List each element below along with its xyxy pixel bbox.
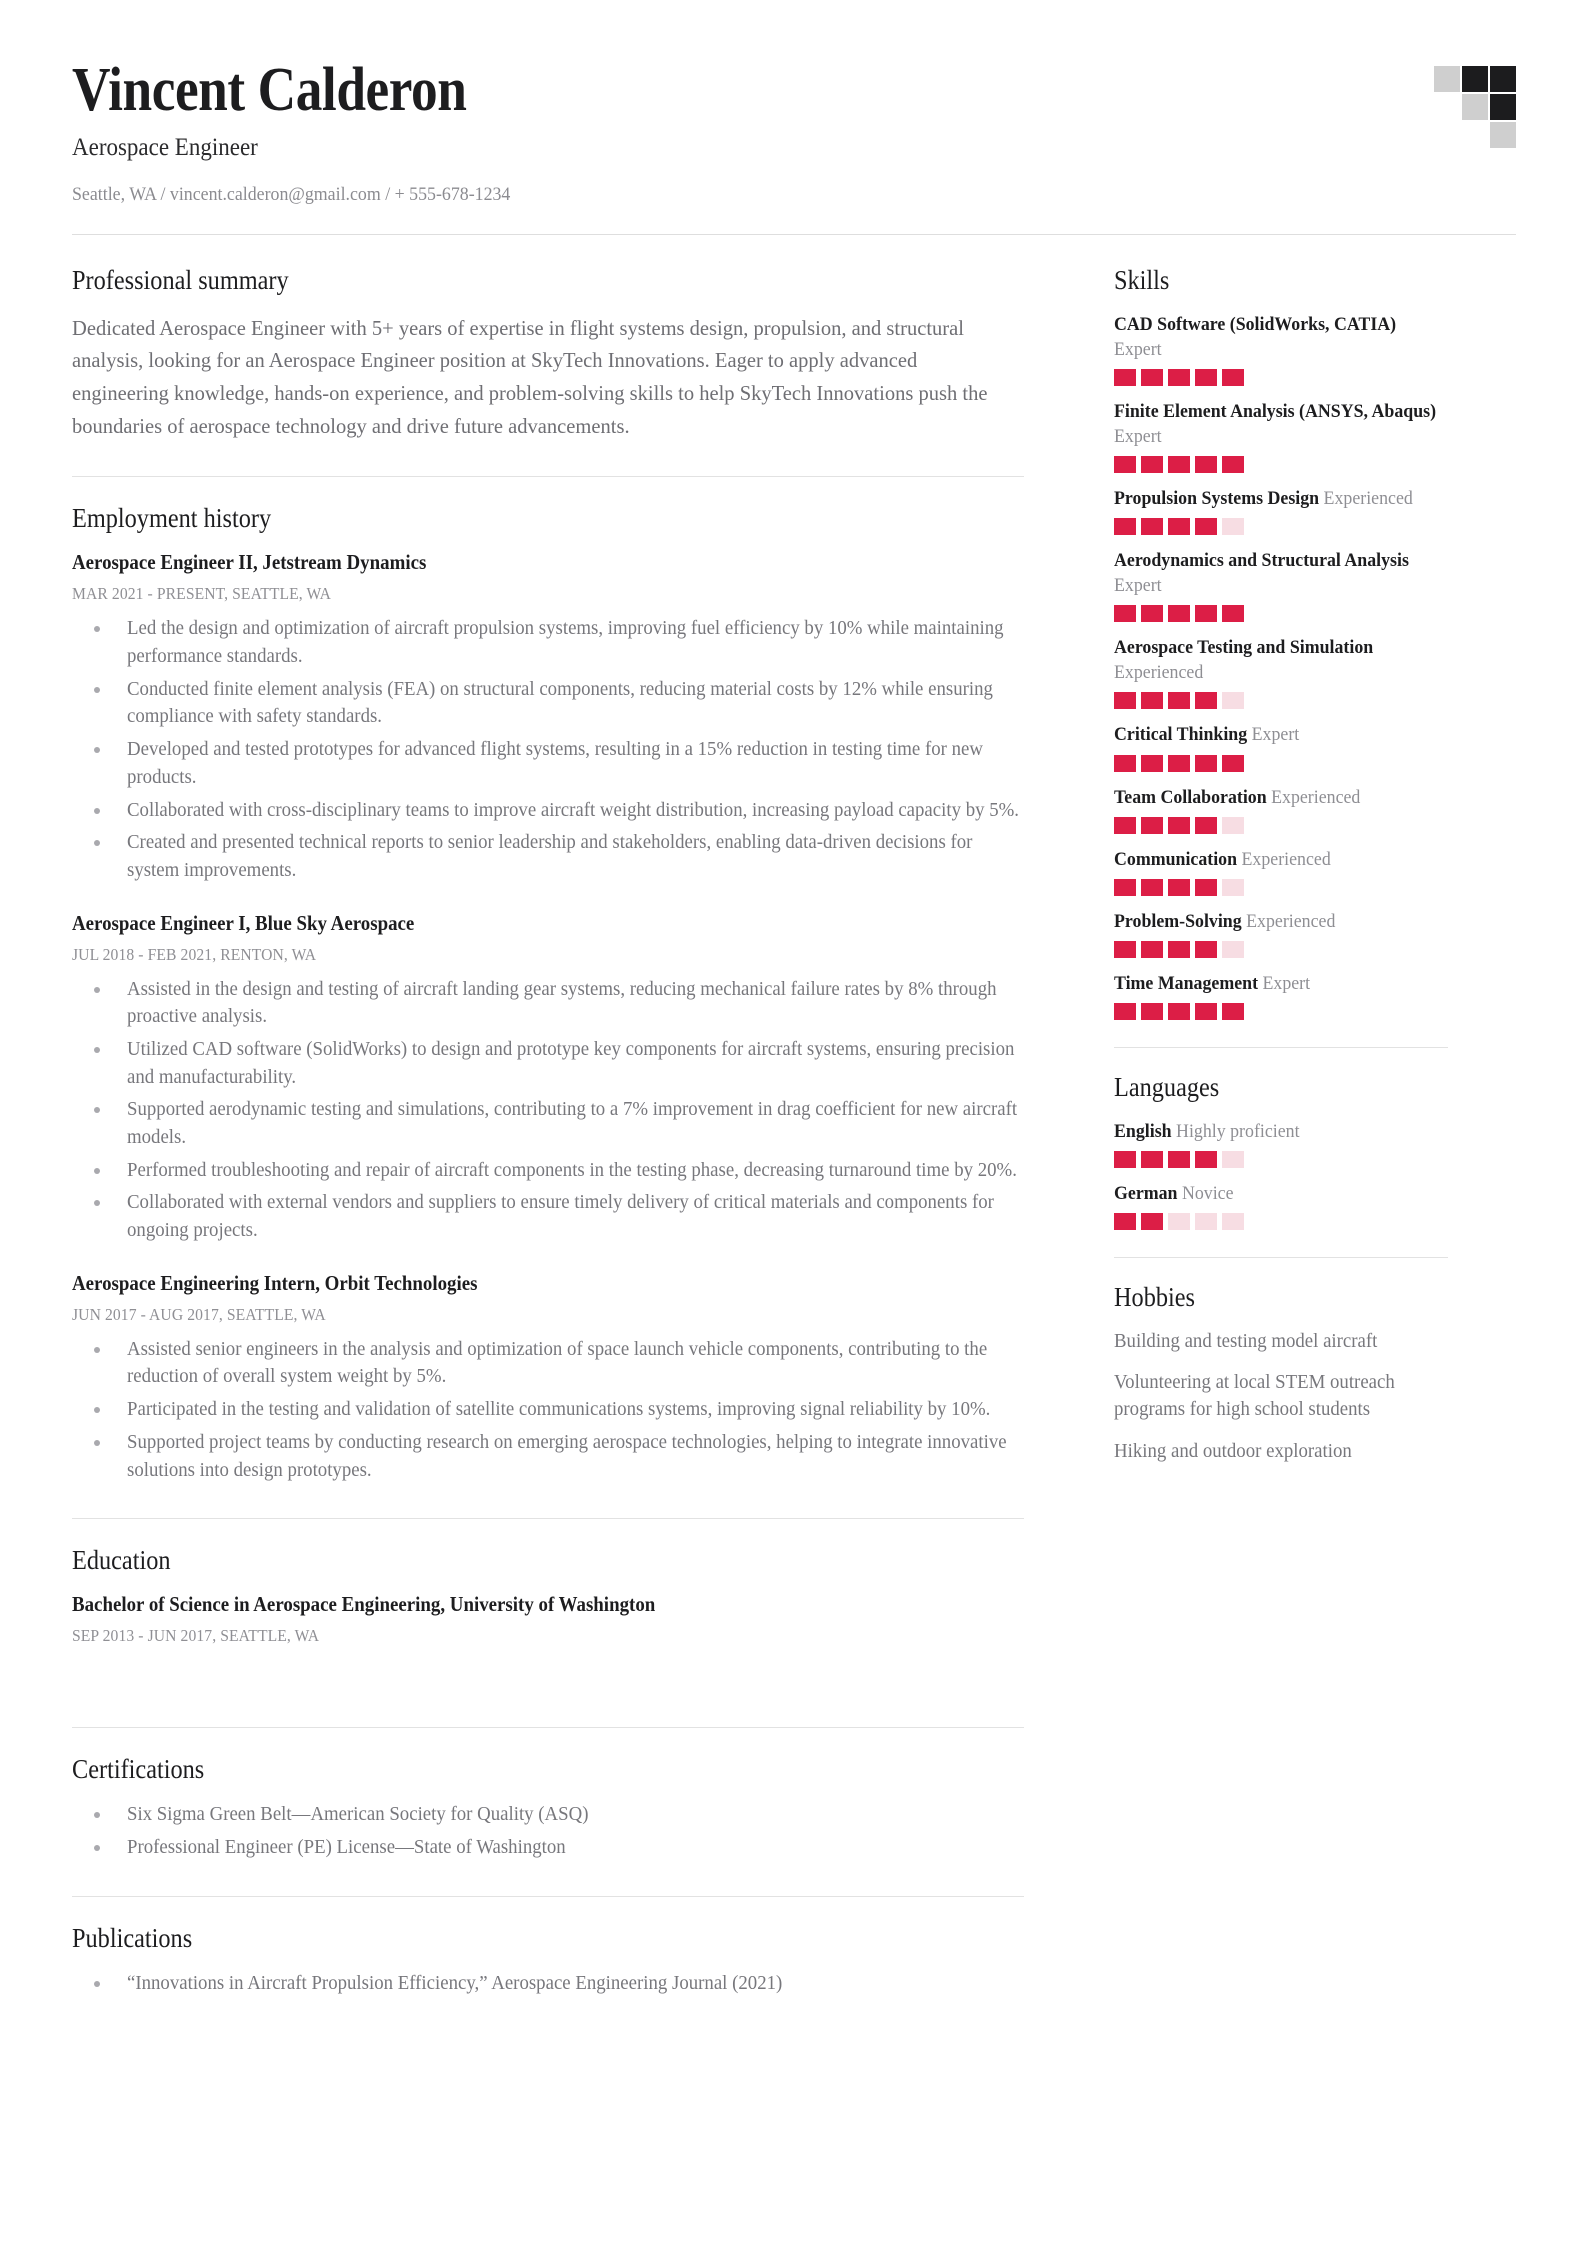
language-item	[1114, 1181, 1448, 1230]
employment-bullet-text: Collaborated with external vendors and suppliers to ensure timely delivery of critical materials and components for ongoing projects.	[127, 1192, 994, 1242]
rating-block-5	[1222, 1213, 1244, 1230]
employment-bullet-text: Conducted finite element analysis (FEA) on structural components, reducing material costs by 12% while ensuring compliance with safety standards.	[127, 678, 993, 728]
section-title-summary: Professional summary	[72, 264, 289, 295]
rating-block-3	[1168, 1151, 1190, 1168]
certification-list	[72, 1801, 1024, 1861]
logo-cell-4	[1434, 94, 1460, 120]
rating-block-2	[1141, 518, 1163, 535]
certification-item-text: Six Sigma Green Belt—American Society for Quality (ASQ)	[127, 1804, 589, 1826]
rating-block-2	[1141, 1213, 1163, 1230]
skill-item-level: Experienced	[1319, 488, 1413, 510]
employment-bullet-text: Supported aerodynamic testing and simulations, contributing to a 7% improvement in drag coefficient for new aircraft models.	[127, 1099, 1018, 1149]
education-entry	[72, 1592, 1024, 1646]
skill-item-label	[1114, 847, 1447, 872]
employment-bullet	[72, 1036, 1024, 1091]
employment-bullet	[72, 1157, 1024, 1185]
rating-block-2	[1141, 1151, 1163, 1168]
languages-list	[1114, 1119, 1448, 1230]
skill-item-rating-bars	[1114, 817, 1448, 834]
hobbies-list	[1114, 1329, 1448, 1465]
employment-bullet	[72, 615, 1024, 670]
rating-block-2	[1141, 605, 1163, 622]
divider-after-employment	[72, 1518, 1024, 1519]
employment-bullet	[72, 797, 1024, 825]
skill-item-label	[1114, 312, 1447, 362]
main-column	[72, 265, 1082, 2003]
employment-bullet-text: Performed troubleshooting and repair of aircraft components in the testing phase, decreasing turnaround time by 20%.	[127, 1159, 1017, 1181]
employment-bullet-text: Participated in the testing and validation of satellite communications systems, improving signal reliability by 10%.	[127, 1399, 991, 1421]
rating-block-5	[1222, 456, 1244, 473]
language-item-level: Novice	[1177, 1182, 1234, 1204]
skill-item-level: Experienced	[1241, 910, 1336, 932]
rating-block-1	[1114, 692, 1136, 709]
contact-info: Seattle, WA / vincent.calderon@gmail.com / + 555-678-1234	[72, 183, 511, 205]
rating-block-4	[1195, 941, 1217, 958]
skill-item-label	[1114, 785, 1447, 810]
language-item-name: English	[1114, 1120, 1172, 1142]
logo-grid-icon	[1434, 66, 1516, 148]
resume-header	[72, 52, 1516, 234]
skill-item-rating-bars	[1114, 518, 1448, 535]
divider-after-certifications	[72, 1896, 1024, 1897]
skill-item	[1114, 722, 1448, 771]
skill-item-rating-bars	[1114, 605, 1448, 622]
employment-bullet	[72, 1096, 1024, 1151]
employment-entry	[72, 911, 1024, 1245]
rating-block-3	[1168, 755, 1190, 772]
employment-bullet-text: Supported project teams by conducting research on emerging aerospace technologies, helping to integrate innovative solutions into design prototypes.	[127, 1431, 1007, 1481]
candidate-job-title: Aerospace Engineer	[72, 133, 258, 161]
employment-bullet-text: Developed and tested prototypes for advanced flight systems, resulting in a 15% reduction in testing time for new products.	[127, 739, 983, 788]
rating-block-5	[1222, 518, 1244, 535]
employment-entry-list	[72, 550, 1024, 1484]
skill-item-rating-bars	[1114, 369, 1448, 386]
rating-block-2	[1141, 879, 1163, 896]
section-education	[72, 1545, 1024, 1693]
rating-block-4	[1195, 518, 1217, 535]
rating-block-1	[1114, 1003, 1136, 1020]
skill-item-label	[1114, 909, 1447, 934]
employment-bullet-list	[72, 615, 1024, 884]
skill-item-rating-bars	[1114, 755, 1448, 772]
skill-item	[1114, 635, 1448, 709]
skill-item-level: Expert	[1114, 338, 1162, 360]
rating-block-1	[1114, 369, 1136, 386]
rating-block-4	[1195, 1003, 1217, 1020]
section-professional-summary	[72, 265, 1024, 443]
section-title-languages: Languages	[1114, 1071, 1220, 1102]
rating-block-3	[1168, 369, 1190, 386]
section-skills	[1114, 265, 1448, 1020]
skill-item-name: Finite Element Analysis (ANSYS, Abaqus)	[1114, 400, 1437, 422]
section-certifications	[72, 1754, 1024, 1861]
rating-block-5	[1222, 879, 1244, 896]
employment-entry	[72, 550, 1024, 884]
publication-list	[72, 1970, 1024, 1998]
skill-item-level: Expert	[1258, 972, 1311, 994]
rating-block-4	[1195, 1151, 1217, 1168]
certification-item-text: Professional Engineer (PE) License—State of Washington	[127, 1836, 566, 1858]
skill-item-name: Aerodynamics and Structural Analysis	[1114, 550, 1409, 572]
language-item-level: Highly proficient	[1171, 1120, 1300, 1142]
candidate-name: Vincent Calderon	[72, 56, 467, 124]
hobby-item: Volunteering at local STEM outreach programs for high school students	[1114, 1372, 1395, 1420]
rating-block-1	[1114, 941, 1136, 958]
divider-after-skills	[1114, 1047, 1448, 1048]
skill-item	[1114, 909, 1448, 958]
section-title-publications: Publications	[72, 1922, 193, 1953]
language-item-rating-bars	[1114, 1213, 1448, 1230]
education-spacer	[72, 1657, 1024, 1693]
section-languages	[1114, 1072, 1448, 1230]
section-hobbies	[1114, 1282, 1448, 1465]
hobby-item: Building and testing model aircraft	[1114, 1330, 1378, 1352]
language-item-name: German	[1114, 1182, 1178, 1204]
employment-entry	[72, 1271, 1024, 1484]
rating-block-5	[1222, 941, 1244, 958]
language-item	[1114, 1119, 1448, 1168]
sidebar-column	[1082, 265, 1448, 2003]
summary-text: Dedicated Aerospace Engineer with 5+ years of expertise in flight systems design, propulsion, and structural analysis, looking for an Aerospace Engineer position at SkyTech Innovations. Eager to apply advanced engineering knowledge, hands-on experience, and problem-solving skills to help SkyTech Innovations push the boundaries of aerospace technology and drive future advancements.	[72, 315, 988, 438]
resume-body	[72, 235, 1516, 2003]
rating-block-3	[1168, 941, 1190, 958]
rating-block-2	[1141, 817, 1163, 834]
rating-block-3	[1168, 1003, 1190, 1020]
skill-item-name: Team Collaboration	[1114, 786, 1267, 808]
skill-item-label	[1114, 486, 1447, 511]
skill-item-label	[1114, 722, 1447, 747]
education-entry-list	[72, 1592, 1024, 1646]
section-title-education: Education	[72, 1545, 171, 1576]
rating-block-4	[1195, 1213, 1217, 1230]
employment-bullet	[72, 1336, 1024, 1391]
skill-item	[1114, 548, 1448, 622]
language-item-label	[1114, 1119, 1447, 1144]
employment-bullet	[72, 1189, 1024, 1244]
employment-bullet-text: Utilized CAD software (SolidWorks) to design and prototype key components for aircraft systems, ensuring precision and manufacturability.	[127, 1038, 1015, 1088]
skill-item-level: Expert	[1114, 425, 1162, 447]
skill-item-label	[1114, 971, 1447, 996]
skill-item-name: Time Management	[1114, 972, 1259, 994]
rating-block-1	[1114, 518, 1136, 535]
employment-dates-location: JUL 2018 - FEB 2021, RENTON, WA	[72, 944, 317, 964]
rating-block-2	[1141, 941, 1163, 958]
skill-item-level: Experienced	[1114, 662, 1204, 684]
skill-item	[1114, 312, 1448, 386]
skill-item-name: Communication	[1114, 848, 1238, 870]
employment-bullet-text: Assisted in the design and testing of aircraft landing gear systems, reducing mechanical failure rates by 8% through proactive analysis.	[127, 978, 997, 1028]
section-title-certifications: Certifications	[72, 1754, 205, 1785]
employment-role: Aerospace Engineer I, Blue Sky Aerospace	[72, 910, 415, 935]
section-title-employment: Employment history	[72, 503, 272, 534]
employment-bullet-text: Led the design and optimization of aircraft propulsion systems, improving fuel efficiency by 10% while maintaining performance standards.	[127, 618, 1004, 668]
employment-dates-location: MAR 2021 - PRESENT, SEATTLE, WA	[72, 584, 332, 604]
rating-block-5	[1222, 369, 1244, 386]
divider-after-summary	[72, 476, 1024, 477]
skill-item-name: Problem-Solving	[1114, 910, 1242, 932]
skill-item-level: Expert	[1114, 575, 1162, 597]
rating-block-4	[1195, 755, 1217, 772]
skill-item	[1114, 785, 1448, 834]
education-degree: Bachelor of Science in Aerospace Engineering, University of Washington	[72, 1592, 656, 1617]
rating-block-3	[1168, 605, 1190, 622]
skill-item-level: Expert	[1247, 724, 1300, 746]
section-title-skills: Skills	[1114, 264, 1170, 295]
skill-item-rating-bars	[1114, 1003, 1448, 1020]
rating-block-4	[1195, 605, 1217, 622]
logo-cell-2	[1462, 66, 1488, 92]
language-item-label	[1114, 1181, 1447, 1206]
rating-block-1	[1114, 605, 1136, 622]
logo-cell-1	[1434, 66, 1460, 92]
language-item-rating-bars	[1114, 1151, 1448, 1168]
logo-cell-7	[1434, 122, 1460, 148]
employment-dates-location: JUN 2017 - AUG 2017, SEATTLE, WA	[72, 1304, 326, 1324]
logo-cell-8	[1462, 122, 1488, 148]
skill-item	[1114, 847, 1448, 896]
rating-block-5	[1222, 755, 1244, 772]
header-identity-block	[72, 52, 538, 206]
rating-block-2	[1141, 692, 1163, 709]
rating-block-3	[1168, 879, 1190, 896]
rating-block-3	[1168, 1213, 1190, 1230]
hobby-item: Hiking and outdoor exploration	[1114, 1440, 1352, 1462]
rating-block-1	[1114, 456, 1136, 473]
skill-item	[1114, 971, 1448, 1020]
rating-block-4	[1195, 456, 1217, 473]
employment-role: Aerospace Engineer II, Jetstream Dynamics	[72, 550, 427, 575]
employment-bullet	[72, 736, 1024, 791]
logo-cell-6	[1490, 94, 1516, 120]
skills-list	[1114, 312, 1448, 1020]
rating-block-2	[1141, 1003, 1163, 1020]
logo-cell-3	[1490, 66, 1516, 92]
rating-block-3	[1168, 518, 1190, 535]
employment-role: Aerospace Engineering Intern, Orbit Technologies	[72, 1270, 478, 1295]
skill-item-level: Experienced	[1266, 786, 1361, 808]
rating-block-2	[1141, 755, 1163, 772]
rating-block-5	[1222, 692, 1244, 709]
employment-bullet-text: Assisted senior engineers in the analysis and optimization of space launch vehicle components, contributing to the reduction of overall system weight by 5%.	[127, 1338, 988, 1388]
rating-block-5	[1222, 1003, 1244, 1020]
skill-item-rating-bars	[1114, 879, 1448, 896]
certification-item	[72, 1834, 1024, 1862]
rating-block-3	[1168, 692, 1190, 709]
rating-block-1	[1114, 755, 1136, 772]
logo-cell-9	[1490, 122, 1516, 148]
logo-cell-5	[1462, 94, 1488, 120]
skill-item-rating-bars	[1114, 941, 1448, 958]
skill-item-rating-bars	[1114, 692, 1448, 709]
employment-bullet	[72, 676, 1024, 731]
education-dates-location: SEP 2013 - JUN 2017, SEATTLE, WA	[72, 1626, 320, 1646]
skill-item-name: Propulsion Systems Design	[1114, 488, 1320, 510]
employment-bullet-text: Created and presented technical reports to senior leadership and stakeholders, enabling data-driven decisions for system improvements.	[127, 832, 973, 881]
skill-item-name: Critical Thinking	[1114, 724, 1248, 746]
skill-item	[1114, 486, 1448, 535]
section-employment-history	[72, 503, 1024, 1484]
rating-block-1	[1114, 1151, 1136, 1168]
employment-bullet-list	[72, 1336, 1024, 1484]
rating-block-4	[1195, 879, 1217, 896]
employment-bullet	[72, 976, 1024, 1031]
rating-block-2	[1141, 456, 1163, 473]
rating-block-3	[1168, 817, 1190, 834]
certification-item	[72, 1801, 1024, 1829]
publication-item-text: “Innovations in Aircraft Propulsion Efficiency,” Aerospace Engineering Journal (2021)	[127, 1972, 783, 1994]
employment-bullet-list	[72, 976, 1024, 1245]
skill-item-name: Aerospace Testing and Simulation	[1114, 637, 1374, 659]
skill-item-level: Experienced	[1237, 848, 1331, 870]
employment-bullet-text: Collaborated with cross-disciplinary teams to improve aircraft weight distribution, increasing payload capacity by 5%.	[127, 799, 1020, 821]
skill-item-label	[1114, 635, 1447, 685]
rating-block-1	[1114, 879, 1136, 896]
employment-bullet	[72, 1429, 1024, 1484]
skill-item	[1114, 399, 1448, 473]
rating-block-5	[1222, 605, 1244, 622]
publication-item	[72, 1970, 1024, 1998]
rating-block-4	[1195, 369, 1217, 386]
employment-bullet	[72, 829, 1024, 884]
rating-block-4	[1195, 692, 1217, 709]
section-publications	[72, 1923, 1024, 1998]
rating-block-2	[1141, 369, 1163, 386]
rating-block-5	[1222, 1151, 1244, 1168]
rating-block-4	[1195, 817, 1217, 834]
divider-after-education	[72, 1727, 1024, 1728]
employment-bullet	[72, 1396, 1024, 1424]
skill-item-label	[1114, 399, 1447, 449]
rating-block-1	[1114, 817, 1136, 834]
rating-block-5	[1222, 817, 1244, 834]
skill-item-label	[1114, 548, 1447, 598]
skill-item-name: CAD Software (SolidWorks, CATIA)	[1114, 313, 1397, 335]
rating-block-3	[1168, 456, 1190, 473]
skill-item-rating-bars	[1114, 456, 1448, 473]
rating-block-1	[1114, 1213, 1136, 1230]
section-title-hobbies: Hobbies	[1114, 1281, 1195, 1312]
divider-after-languages	[1114, 1257, 1448, 1258]
